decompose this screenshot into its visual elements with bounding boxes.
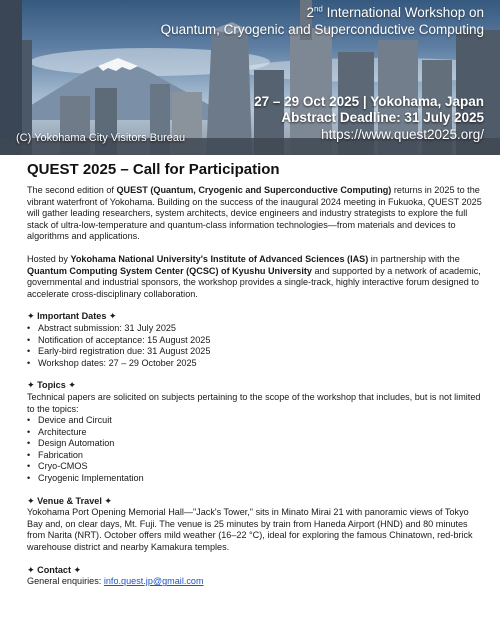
topics-heading: ✦ Topics ✦ (27, 380, 76, 391)
workshop-title-line2: Quantum, Cryogenic and Superconductive Computing (160, 22, 484, 37)
intro-paragraph: The second edition of QUEST (Quantum, Cryogenic and Superconductive Computing) returns in 2025 to the vibrant waterfront of Yokohama. Building on the success of the inaugural 2024 meeting in Fukuoka, QUEST 2025 will gather leading researchers, system architects, device engineers and industry strategists to explore the full stack of ultra-low-temperature and quantum-class information technologies—from materials and devices to algorithms and applications. (27, 185, 482, 242)
list-item: • Device and Circuit (38, 415, 485, 427)
list-item: • Cryo-CMOS (38, 461, 485, 473)
list-item: • Abstract submission: 31 July 2025 (38, 323, 485, 335)
venue-paragraph: Yokohama Port Opening Memorial Hall—"Jack's Tower," sits in Minato Mirai 21 with panoramic views of Tokyo Bay and, on clear days, Mt. Fuji. The venue is 25 minutes by train from Haneda Airport (HND) and 80 minutes from Narita (NRT). October offers mild weather (16–22 °C), ideal for exploring the famous Chinatown, red-brick warehouse district and nearby Kamakura temples. (27, 507, 473, 553)
workshop-url-link[interactable]: https://www.quest2025.org/ (321, 127, 484, 142)
event-date-location: 27 – 29 Oct 2025 | Yokohama, Japan (254, 94, 484, 109)
contact-line (27, 576, 485, 588)
header-banner (0, 0, 500, 155)
page-title: QUEST 2025 – Call for Participation (27, 161, 280, 178)
topics-intro: Technical papers are solicited on subjects pertaining to the scope of the workshop that includes, but is not limited to the topics: (27, 391, 481, 414)
workshop-title-line1: International Workshop on (326, 5, 484, 20)
main-content (27, 160, 485, 588)
contact-label: General enquiries: (27, 576, 104, 587)
host-qcsc: Quantum Computing System Center (QCSC) of Kyushu University (27, 265, 312, 276)
list-item: • Fabrication (38, 450, 485, 462)
list-item: • Cryogenic Implementation (38, 473, 485, 485)
abstract-deadline: Abstract Deadline: 31 July 2025 (281, 110, 484, 125)
edition-suffix: nd (313, 4, 323, 14)
host-paragraph: Hosted by Yokohama National University's Institute of Advanced Sciences (IAS) in partnership with the Quantum Computing System Center (QCSC) of Kyushu University and supported by a network of academic, governmental and industrial sponsors, the workshop provides a single-track, highly interactive forum designed to accelerate cross-disciplinary collaboration. (27, 253, 481, 299)
topics-list (27, 415, 485, 485)
list-item: • Design Automation (38, 438, 485, 450)
contact-email-link[interactable]: info.quest.jp@gmail.com (103, 576, 204, 587)
workshop-edition-title (306, 4, 484, 21)
important-dates-heading: ✦ Important Dates ✦ (27, 311, 117, 322)
important-dates-list (27, 323, 485, 369)
list-item: • Early-bird registration due: 31 August 2025 (38, 346, 485, 358)
photo-credit: (C) Yokohama City Visitors Bureau (16, 132, 186, 144)
host-ias: Yokohama National University's Institute of Advanced Sciences (IAS) (70, 253, 369, 264)
list-item: • Notification of acceptance: 15 August 2025 (38, 335, 485, 347)
intro-emphasis: QUEST (Quantum, Cryogenic and Superconductive Computing) (116, 185, 392, 195)
edition-number: 2 (306, 5, 314, 20)
contact-heading: ✦ Contact ✦ (27, 564, 82, 575)
list-item: • Architecture (38, 427, 485, 439)
venue-heading: ✦ Venue & Travel ✦ (27, 495, 112, 506)
list-item: • Workshop dates: 27 – 29 October 2025 (38, 358, 485, 370)
